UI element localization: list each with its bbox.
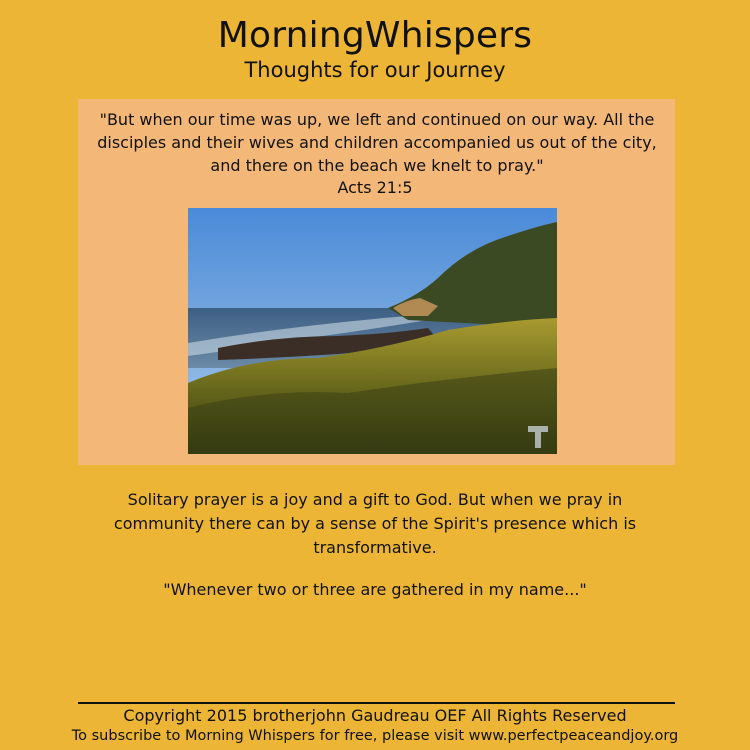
verse-reference: Acts 21:5: [337, 178, 413, 197]
copyright-text: Copyright 2015 brotherjohn Gaudreau OEF All Rights Reserved: [123, 706, 627, 725]
reflection-text: Solitary prayer is a joy and a gift to God. But when we pray in community there can by a sense of the Spirit's presence which is transformative.: [113, 490, 637, 557]
coastline-photo-icon: [188, 208, 557, 454]
reflection-scripture: "Whenever two or three are gathered in my name...": [163, 580, 587, 599]
verse-quote: "But when our time was up, we left and continued on our way. All the disciples and their wives and children accompanied us out of the city, and there on the beach we knelt to pray.": [97, 110, 657, 175]
footer-divider: [78, 702, 675, 704]
page-title: MorningWhispers: [217, 15, 533, 56]
page-subtitle: Thoughts for our Journey: [244, 58, 506, 82]
subscribe-link[interactable]: To subscribe to Morning Whispers for free, please visit www.perfectpeaceandjoy.org: [71, 728, 679, 744]
